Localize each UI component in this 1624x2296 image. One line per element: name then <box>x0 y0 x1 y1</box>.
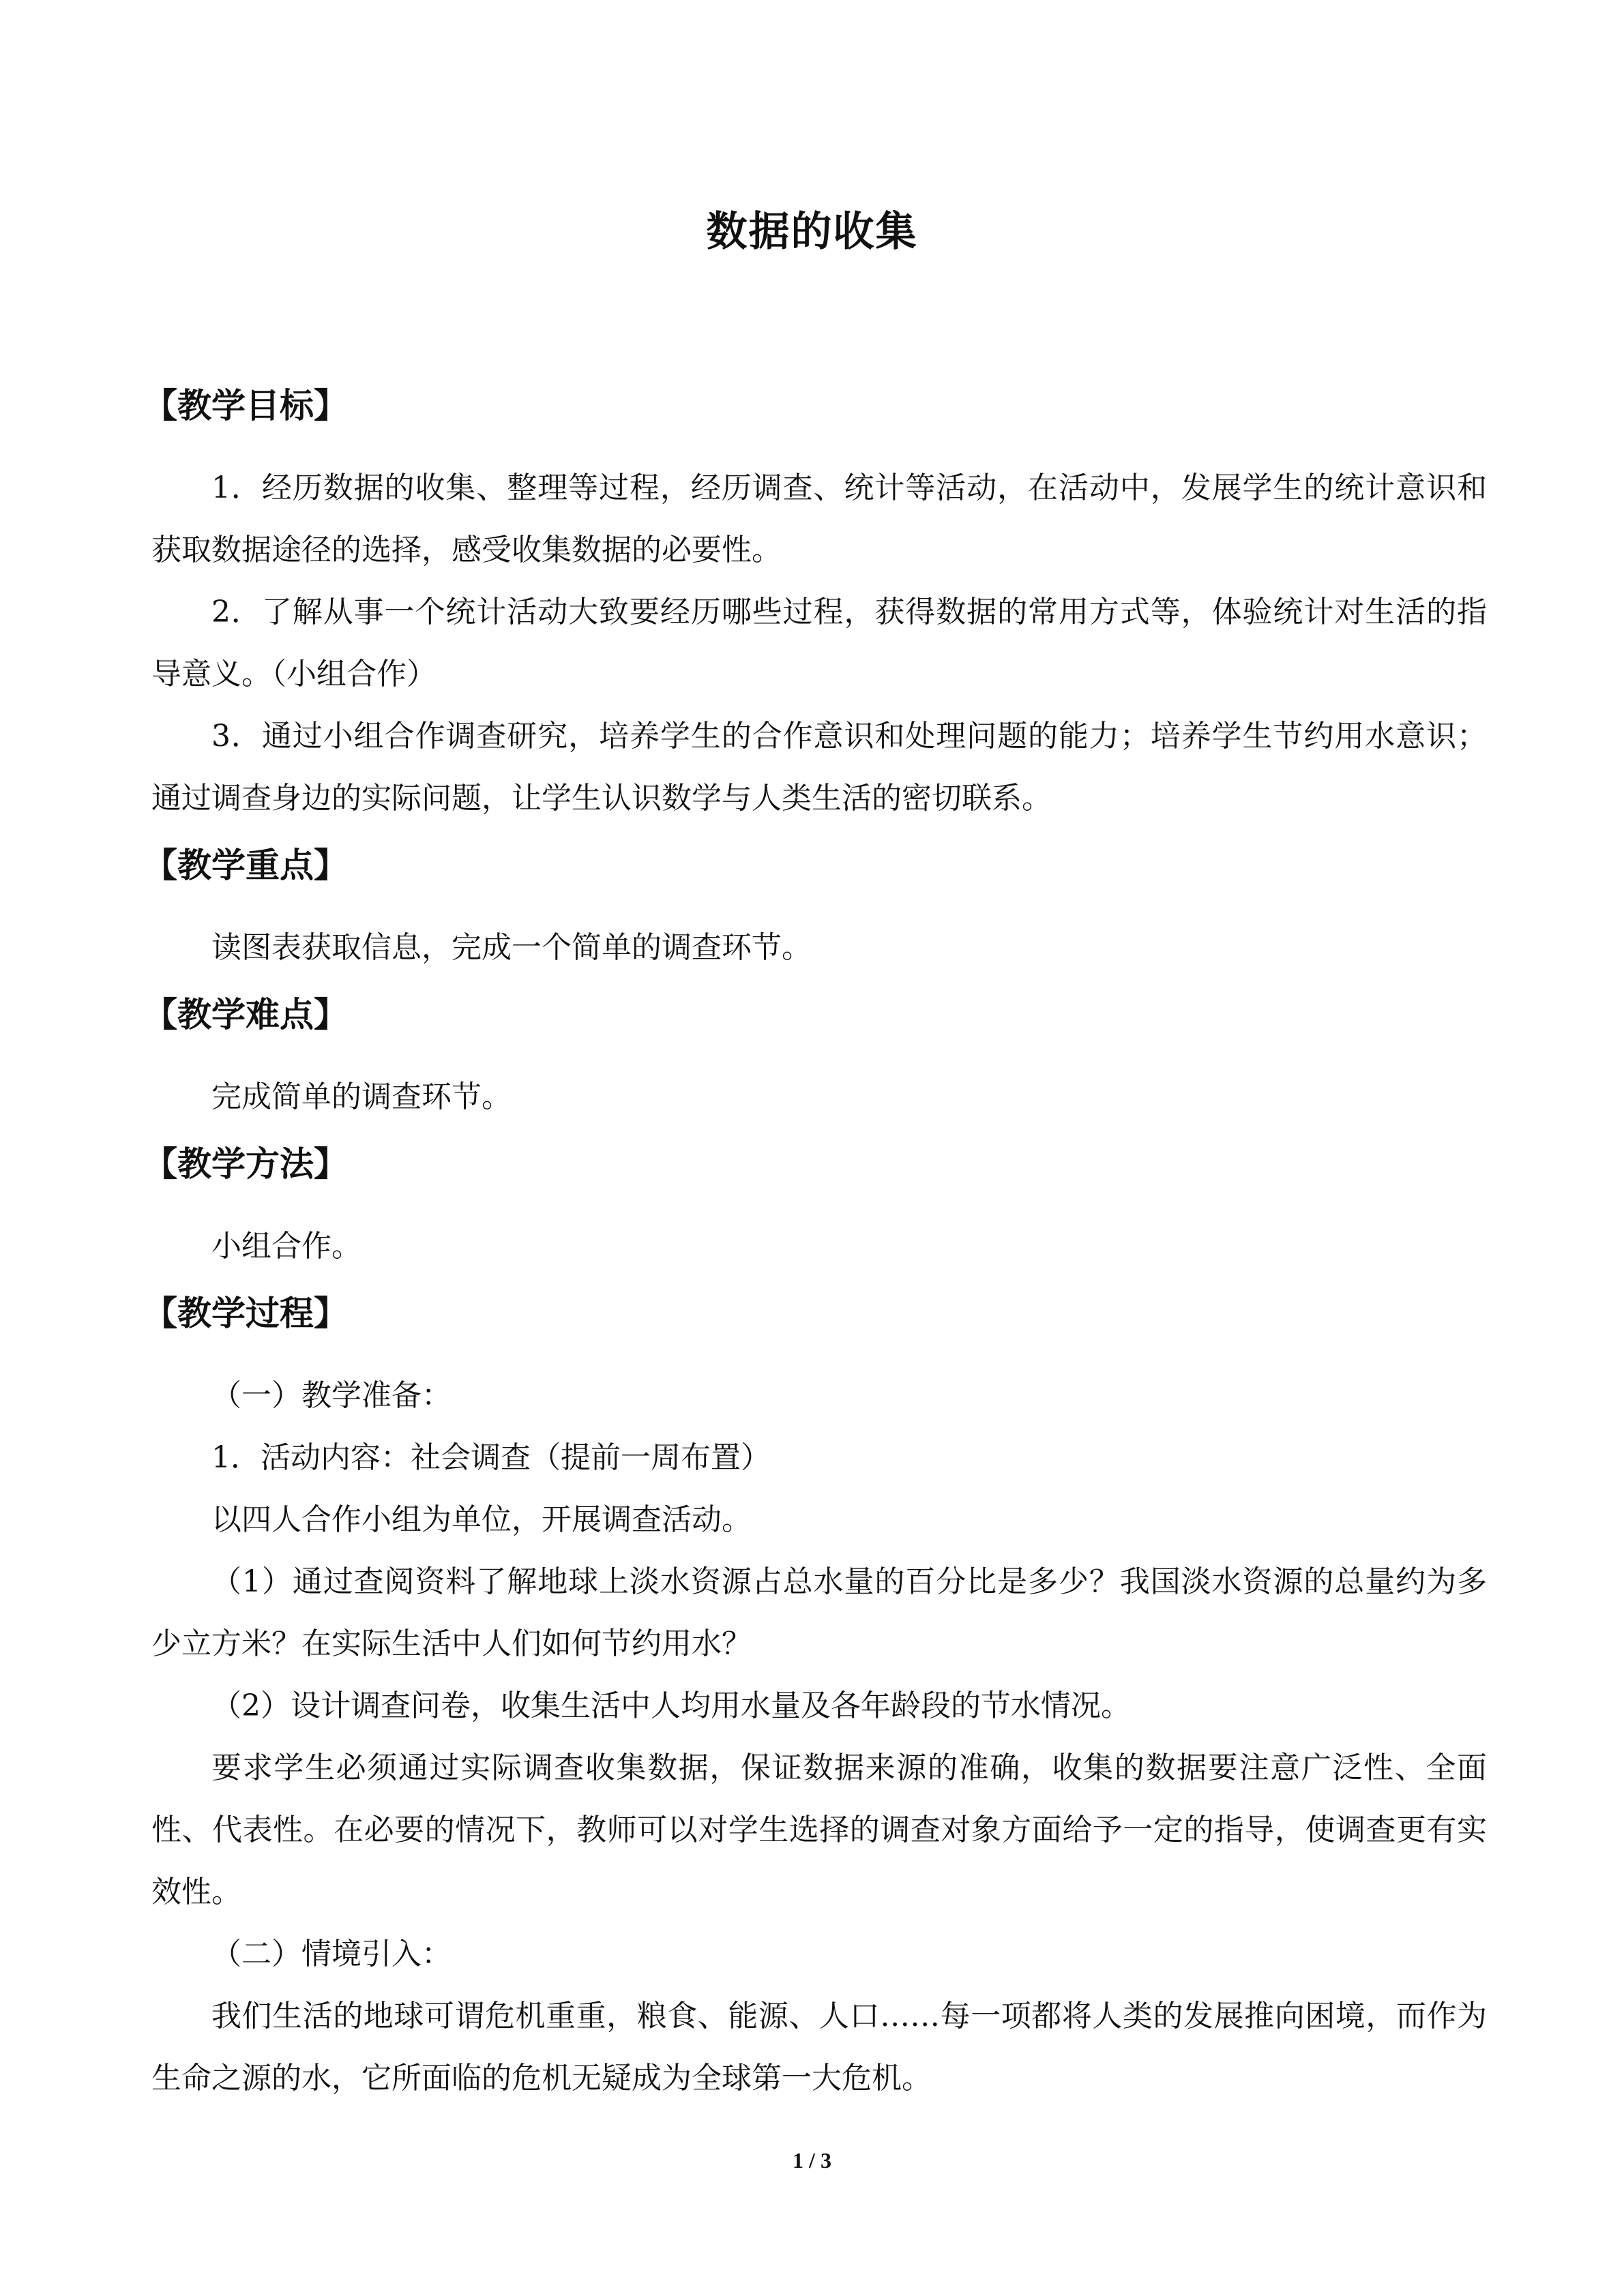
page-number: 1 / 3 <box>793 2148 831 2173</box>
objective-paragraph: 3．通过小组合作调查研究，培养学生的合作意识和处理问题的能力；培养学生节约用水意识；通过调查身边的实际问题，让学生认识数学与人类生活的密切联系。 <box>151 719 1487 816</box>
objective-paragraph: 1．经历数据的收集、整理等过程，经历调查、统计等活动，在活动中，发展学生的统计意识和获取数据途径的选择，感受收集数据的必要性。 <box>151 471 1487 567</box>
process-paragraph: 以四人合作小组为单位，开展调查活动。 <box>211 1502 752 1537</box>
section-heading-key-points: 【教学重点】 <box>143 846 348 885</box>
methods-paragraph: 小组合作。 <box>211 1229 361 1264</box>
process-paragraph: 要求学生必须通过实际调查收集数据，保证数据来源的准确，收集的数据要注意广泛性、全面性、代表性。在必要的情况下，教师可以对学生选择的调查对象方面给予一定的指导，使调查更有实效性。 <box>151 1750 1487 1909</box>
key-points-paragraph: 读图表获取信息，完成一个简单的调查环节。 <box>211 930 812 965</box>
objective-paragraph: 2．了解从事一个统计活动大致要经历哪些过程，获得数据的常用方式等，体验统计对生活的指导意义。（小组合作） <box>151 595 1487 691</box>
section-heading-objectives: 【教学目标】 <box>143 386 348 426</box>
section-heading-difficulties: 【教学难点】 <box>143 995 348 1034</box>
section-heading-process: 【教学过程】 <box>143 1294 348 1333</box>
document-title: 数据的收集 <box>706 208 918 256</box>
section-heading-methods: 【教学方法】 <box>143 1144 348 1184</box>
process-paragraph: （二）情境引入： <box>211 1937 452 1971</box>
process-paragraph: （2）设计调查问卷，收集生活中人均用水量及各年龄段的节水情况。 <box>211 1688 1131 1723</box>
document-body <box>143 382 1487 2109</box>
process-paragraph: （一）教学准备： <box>211 1378 452 1413</box>
process-paragraph: （1）通过查阅资料了解地球上淡水资源占总水量的百分比是多少？我国淡水资源的总量约为多少立方米？在实际生活中人们如何节约用水？ <box>151 1564 1487 1661</box>
difficulties-paragraph: 完成简单的调查环节。 <box>211 1079 512 1114</box>
process-paragraph: 我们生活的地球可谓危机重重，粮食、能源、人口……每一项都将人类的发展推向困境，而作为生命之源的水，它所面临的危机无疑成为全球第一大危机。 <box>151 1999 1487 2096</box>
process-paragraph: 1．活动内容：社会调查（提前一周布置） <box>211 1440 771 1475</box>
